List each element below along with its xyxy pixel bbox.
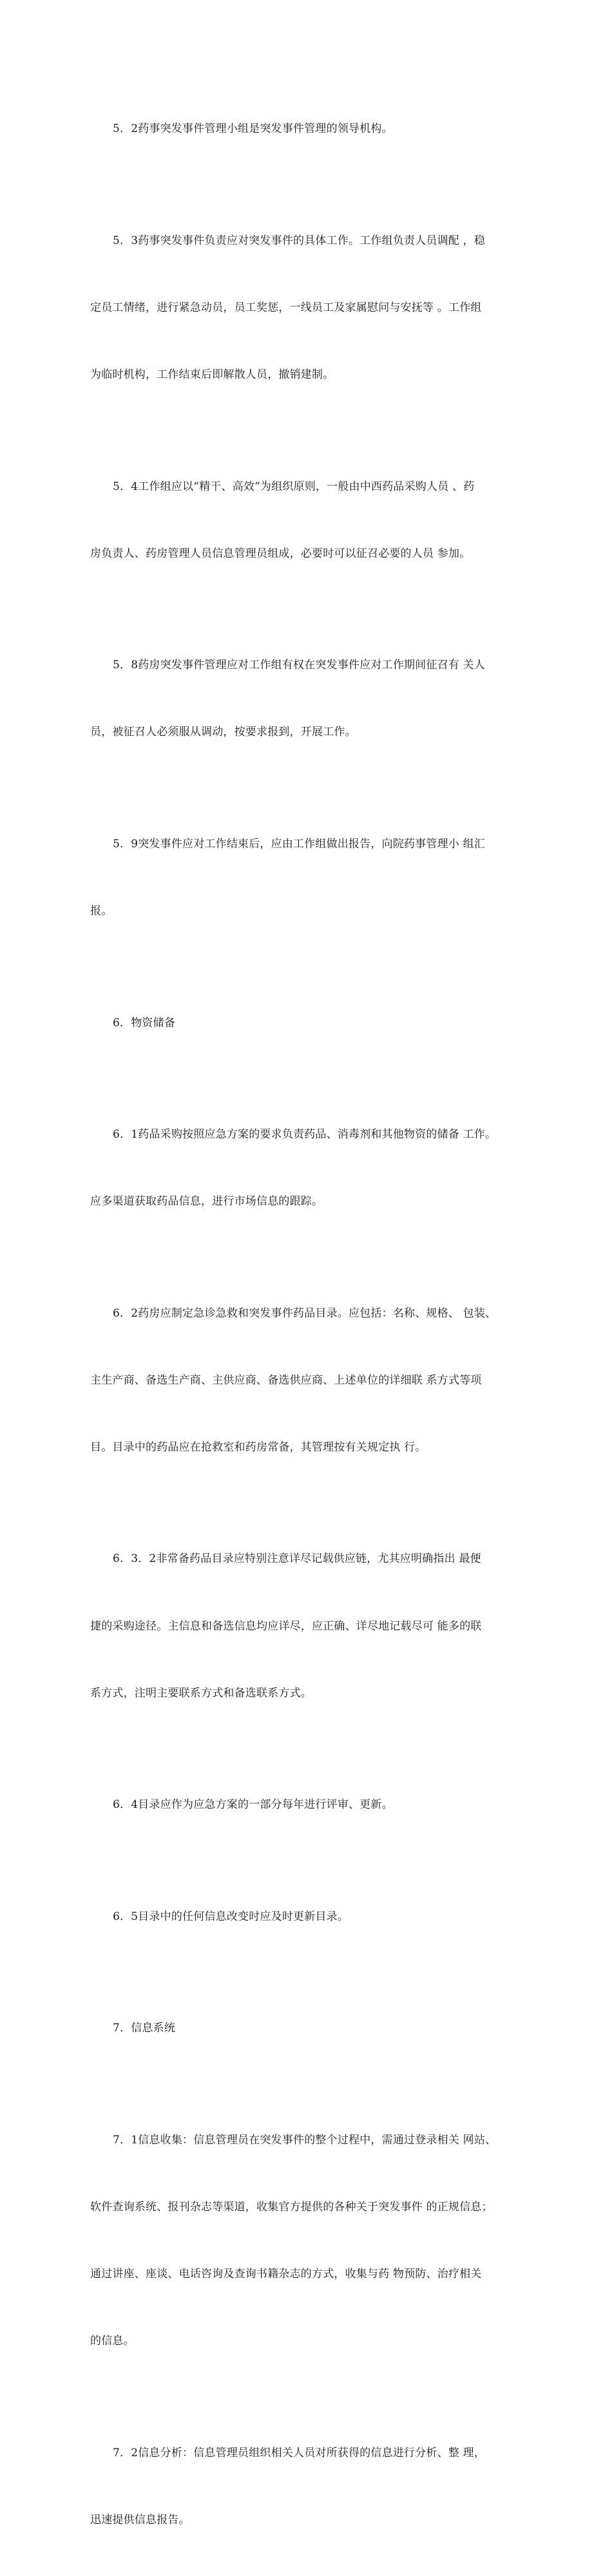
- text-line: 5．3药事突发事件负责应对突发事件的具体工作。工作组负责人员调配 ，稳: [113, 234, 486, 247]
- paragraph-6-3-2: [90, 1503, 528, 1749]
- text-line: 为临时机构，工作结束后即解散人员，撤销建制。: [90, 368, 334, 382]
- text-line: 6．2药房应制定急诊急救和突发事件药品目录。应包括：名称、规格、 包装、: [113, 1306, 497, 1320]
- paragraph-5-3: [90, 185, 528, 431]
- text-line: 定员工情绪，进行紧急动员，员工奖惩，一线员工及家属慰问与安抚等 。工作组: [90, 301, 482, 315]
- text-line: 员，被征召人必须服从调动，按要求报到，开展工作。: [90, 726, 356, 739]
- text-line: 5．2药事突发事件管理小组是突发事件管理的领导机构。: [113, 122, 393, 136]
- document-body: [90, 73, 528, 2576]
- text-line: 6．5目录中的任何信息改变时应及时更新目录。: [113, 1910, 349, 1923]
- text-line: 通过讲座、座谈、电话咨询及查询书籍杂志的方式，收集与药 物预防、治疗相关: [90, 2267, 482, 2280]
- text-line: 6．3．2非常备药品目录应特别注意详尽记载供应链，尤其应明确指出 最便: [113, 1552, 481, 1566]
- text-line: 7．1信息收集：信息管理员在突发事件的整个过程中，需通过登录相关 网站、: [113, 2133, 497, 2147]
- heading-text: 6．物资储备: [113, 1016, 176, 1029]
- text-line: 的信息。: [90, 2335, 135, 2348]
- text-line: 主生产商、备选生产商、主供应商、备选供应商、上述单位的详细联 系方式等项: [90, 1373, 482, 1387]
- text-line: 6．1药品采购按照应急方案的要求负责药品、消毒剂和其他物资的储备 工作。: [113, 1128, 497, 1142]
- text-line: 房负责人、药房管理人员信息管理员组成，必要时可以征召必要的人员 参加。: [90, 547, 471, 560]
- text-line: 5．8药房突发事件管理应对工作组有权在突发事件应对工作期间征召有 关人: [113, 659, 486, 672]
- section-heading-7: [90, 1973, 528, 2085]
- paragraph-6-2: [90, 1257, 528, 1503]
- text-line: 目。目录中的药品应在抢救室和药房常备，其管理按有关规定执 行。: [90, 1440, 426, 1454]
- text-line: 系方式，注明主要联系方式和备选联系方式。: [90, 1686, 312, 1700]
- text-line: 7．2信息分析：信息管理员组织相关人员对所获得的信息进行分析、整 理，: [113, 2446, 486, 2459]
- text-line: 报。: [90, 905, 113, 918]
- heading-text: 7．信息系统: [113, 2022, 176, 2035]
- text-line: 软件查询系统、报刊杂志等渠道，收集官方提供的各种关于突发事件 的正规信息；: [90, 2200, 493, 2214]
- text-line: 6．4目录应作为应急方案的一部分每年进行评审、更新。: [113, 1798, 393, 1812]
- paragraph-6-1: [90, 1079, 528, 1258]
- paragraph-7-2: [90, 2397, 528, 2576]
- text-line: 应多渠道获取药品信息，进行市场信息的跟踪。: [90, 1195, 323, 1208]
- paragraph-5-4: [90, 431, 528, 610]
- paragraph-6-4: [90, 1749, 528, 1861]
- paragraph-5-9: [90, 789, 528, 968]
- paragraph-7-1: [90, 2084, 528, 2397]
- text-line: 5．4工作组应以“精干、高效”为组织原则，一般由中西药品采购人员 、药: [113, 480, 475, 493]
- paragraph-6-5: [90, 1861, 528, 1973]
- paragraph-5-8: [90, 610, 528, 789]
- section-heading-6: [90, 967, 528, 1079]
- paragraph-5-2: [90, 73, 528, 185]
- text-line: 迅速提供信息报告。: [90, 2513, 190, 2526]
- text-line: 捷的采购途径。主信息和备选信息均应详尽，应正确、详尽地记载尽可 能多的联: [90, 1619, 482, 1633]
- text-line: 5．9突发事件应对工作结束后，应由工作组做出报告，向院药事管理小 组汇: [113, 837, 486, 851]
